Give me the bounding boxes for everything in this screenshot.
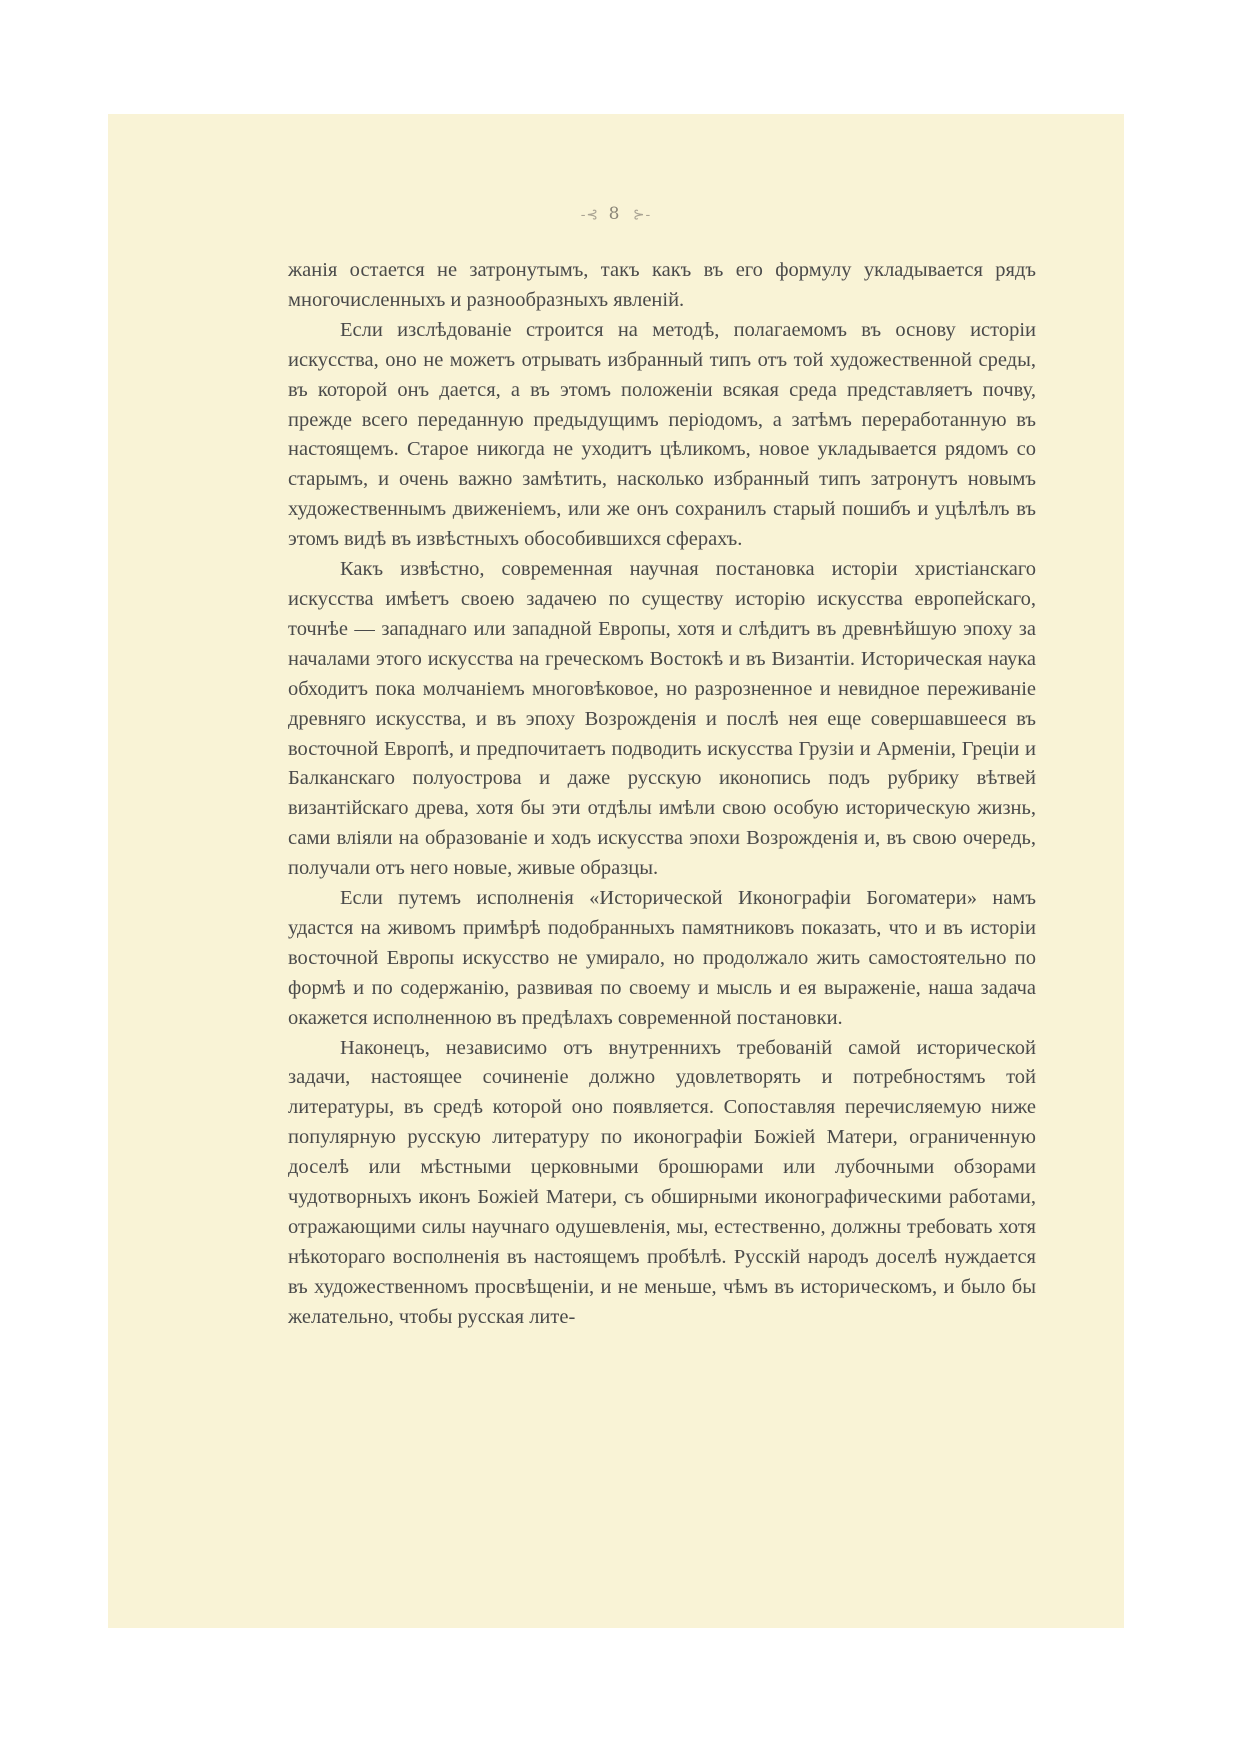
right-ornament: ⊱- [632,207,652,223]
paragraph-1: жанія остается не затронутымъ, такъ какъ въ его формулу укладывается рядъ многочисленныхъ и разнообразныхъ явленій. [288,259,1036,311]
paragraph-4: Если путемъ исполненія «Исторической Иконографіи Богоматери» намъ удастся на живомъ примѣрѣ подобранныхъ памятниковъ показать, что и въ исторіи восточной Европы искусство не умирало, но продолжало жить самостоятельно по формѣ и по содержанію, развивая по своему и мысль и ея выраженіе, наша задача окажется исполненною въ предѣлахъ современной постановки. [288,887,1036,1029]
paragraph-5: Наконецъ, независимо отъ внутреннихъ требованій самой исторической задачи, настоящее сочиненіе должно удовлетворять и потребностямъ той литературы, въ средѣ которой оно появляется. Сопоставляя перечисляемую ниже популярную русскую литературу по иконографіи Божіей Матери, ограниченную доселѣ или мѣстными церковными брошюрами или лубочными обзорами чудотворныхъ иконъ Божіей Матери, съ обширными иконографическими работами, отражающими силы научнаго одушевленія, мы, естественно, должны требовать хотя нѣкотораго восполненія въ настоящемъ пробѣлѣ. Русскій народъ доселѣ нуждается въ художественномъ просвѣщеніи, и не меньше, чѣмъ въ историческомъ, и было бы желательно, чтобы русская лите- [288,1036,1036,1328]
left-ornament: -⊰ [580,207,600,223]
paragraph-3: Какъ извѣстно, современная научная постановка исторіи христіанскаго искусства имѣетъ своею задачею по существу исторію искусства европейскаго, точнѣе — западнаго или западной Европы, хотя и слѣдитъ въ древнѣйшую эпоху за началами этого искусства на греческомъ Востокѣ и въ Византіи. Историческая наука обходитъ пока молчаніемъ многовѣковое, но разрозненное и невидное переживаніе древняго искусства, и въ эпоху Возрожденія и послѣ нея еще совершавшееся въ восточной Европѣ, и предпочитаетъ подводить искусства Грузіи и Арменіи, Греціи и Балканскаго полуострова и даже русскую иконопись подъ рубрику вѣтвей византійскаго древа, хотя бы эти отдѣлы имѣли свою особую историческую жизнь, сами вліяли на образованіе и ходъ искусства эпохи Возрожденія и, въ свою очередь, получали отъ него новые, живые образцы. [288,558,1036,880]
paragraph-2: Если изслѣдованіе строится на методѣ, полагаемомъ въ основу исторіи искусства, оно не можетъ отрывать избранный типъ отъ той художественной среды, въ которой онъ дается, а въ этомъ положеніи всякая среда представляетъ почву, прежде всего переданную предыдущимъ періодомъ, а затѣмъ переработанную въ настоящемъ. Старое никогда не уходитъ цѣликомъ, новое укладывается рядомъ со старымъ, и очень важно замѣтить, насколько избранный типъ затронутъ новымъ художественнымъ движеніемъ, или же онъ сохранилъ старый пошибъ и уцѣлѣлъ въ этомъ видѣ въ извѣстныхъ обособившихся сферахъ. [288,318,1036,551]
page-number-value: 8 [608,204,624,224]
body-text [288,256,1036,1333]
page-number [108,204,1124,224]
